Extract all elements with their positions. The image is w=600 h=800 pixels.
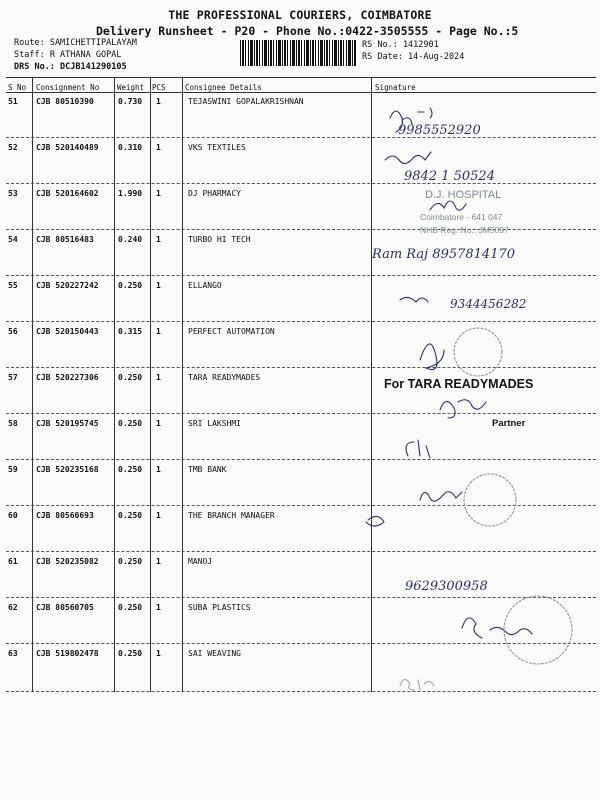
- table-row: [6, 599, 596, 645]
- row-consignment: CJB 80560705: [36, 603, 94, 612]
- row-weight: 0.250: [118, 649, 143, 658]
- table-row: [6, 369, 596, 415]
- table-row: [6, 231, 596, 277]
- route-label: Route: SAMICHETTIPALAYAM: [14, 38, 137, 48]
- table-row: [6, 93, 596, 139]
- table-row: [6, 139, 596, 185]
- row-sno: 59: [8, 465, 18, 474]
- row-consignment: CJB 80516483: [36, 235, 94, 244]
- row-divider: [6, 643, 596, 644]
- col-header-signature: Signature: [375, 83, 416, 92]
- table-row: [6, 507, 596, 553]
- row-consignment: CJB 520227306: [36, 373, 99, 382]
- row-divider: [6, 459, 596, 460]
- row-consignee: TMB BANK: [188, 465, 227, 474]
- row-sno: 52: [8, 143, 18, 152]
- stamp-name: D.J. HOSPITAL: [425, 189, 502, 201]
- row-consignment: CJB 520235168: [36, 465, 99, 474]
- row-consignee: ELLANGO: [188, 281, 222, 290]
- row-sno: 61: [8, 557, 18, 566]
- company-name: THE PROFESSIONAL COURIERS, COIMBATORE: [168, 8, 432, 22]
- rs-date: RS Date: 14-Aug-2024: [362, 52, 465, 62]
- signature-phone: 9344456282: [450, 297, 527, 311]
- row-sno: 60: [8, 511, 18, 520]
- row-pcs: 1: [156, 465, 161, 474]
- row-sno: 58: [8, 419, 18, 428]
- row-pcs: 1: [156, 189, 161, 198]
- row-consignee: TEJASWINI GOPALAKRISHNAN: [188, 97, 304, 106]
- col-header-pcs: PCS: [152, 83, 166, 92]
- row-consignee: PERFECT AUTOMATION: [188, 327, 275, 336]
- row-consignment: CJB 520227242: [36, 281, 99, 290]
- row-divider: [6, 367, 596, 368]
- table-row: [6, 323, 596, 369]
- row-sno: 54: [8, 235, 18, 244]
- row-sno: 53: [8, 189, 18, 198]
- row-divider: [6, 321, 596, 322]
- col-header-sno: S No: [8, 83, 27, 92]
- row-pcs: 1: [156, 373, 161, 382]
- row-sno: 57: [8, 373, 18, 382]
- row-divider: [6, 691, 596, 692]
- row-weight: 0.250: [118, 557, 143, 566]
- row-weight: 0.240: [118, 235, 143, 244]
- col-header-consignment: Consignment No: [36, 83, 100, 92]
- row-weight: 0.250: [118, 419, 143, 428]
- table-top-border: [6, 77, 596, 78]
- row-weight: 0.250: [118, 511, 143, 520]
- row-divider: [6, 551, 596, 552]
- rs-number: RS No.: 1412901: [362, 40, 439, 50]
- row-consignment: CJB 80560693: [36, 511, 94, 520]
- staff-label: Staff: R ATHANA GOPAL: [14, 50, 122, 60]
- row-weight: 0.730: [118, 97, 143, 106]
- signature-phone: 9842 1 50524: [404, 169, 495, 184]
- row-pcs: 1: [156, 419, 161, 428]
- row-consignee: TURBO HI TECH: [188, 235, 251, 244]
- table-row: [6, 553, 596, 599]
- row-pcs: 1: [156, 97, 161, 106]
- stamp-reg: NHB Reg. No.: JM5097: [420, 225, 509, 235]
- row-pcs: 1: [156, 143, 161, 152]
- table-row: [6, 277, 596, 323]
- row-pcs: 1: [156, 649, 161, 658]
- signature-phone: 9629300958: [405, 579, 488, 594]
- row-divider: [6, 413, 596, 414]
- row-consignee: MANOJ: [188, 557, 213, 566]
- table-row: [6, 415, 596, 461]
- row-consignee: DJ PHARMACY: [188, 189, 241, 198]
- row-divider: [6, 229, 596, 230]
- stamp-city: Coimbatore - 641 047: [420, 212, 503, 222]
- row-sno: 62: [8, 603, 18, 612]
- drs-number: DRS No.: DCJB141290105: [14, 62, 127, 72]
- row-consignment: CJB 520195745: [36, 419, 99, 428]
- row-pcs: 1: [156, 235, 161, 244]
- stamp-company: For TARA READYMADES: [384, 377, 534, 391]
- runsheet-title: Delivery Runsheet - P20 - Phone No.:0422-3505555 - Page No.:5: [96, 24, 519, 38]
- row-weight: 0.250: [118, 281, 143, 290]
- row-consignment: CJB 520140489: [36, 143, 99, 152]
- row-divider: [6, 505, 596, 506]
- table-row: [6, 645, 596, 691]
- row-consignment: CJB 520150443: [36, 327, 99, 336]
- row-consignment: CJB 520164602: [36, 189, 99, 198]
- table-row: [6, 461, 596, 507]
- row-divider: [6, 137, 596, 138]
- row-consignment: CJB 520235082: [36, 557, 99, 566]
- row-sno: 51: [8, 97, 18, 106]
- barcode: [240, 40, 356, 66]
- row-weight: 1.990: [118, 189, 143, 198]
- signature-name-phone: Ram Raj 8957814170: [372, 247, 516, 262]
- signature-phone: 9985552920: [398, 123, 481, 138]
- row-sno: 63: [8, 649, 18, 658]
- row-pcs: 1: [156, 603, 161, 612]
- row-divider: [6, 597, 596, 598]
- stamp-partner: Partner: [492, 418, 526, 429]
- row-pcs: 1: [156, 281, 161, 290]
- row-pcs: 1: [156, 327, 161, 336]
- row-weight: 0.250: [118, 603, 143, 612]
- row-divider: [6, 275, 596, 276]
- row-consignment: CJB 519802478: [36, 649, 99, 658]
- row-pcs: 1: [156, 511, 161, 520]
- row-consignee: THE BRANCH MANAGER: [188, 511, 275, 520]
- row-consignee: VKS TEXTILES: [188, 143, 246, 152]
- col-header-weight: Weight: [117, 83, 145, 92]
- row-weight: 0.250: [118, 373, 143, 382]
- row-weight: 0.310: [118, 143, 143, 152]
- row-pcs: 1: [156, 557, 161, 566]
- row-sno: 56: [8, 327, 18, 336]
- row-sno: 55: [8, 281, 18, 290]
- table-row: [6, 185, 596, 231]
- row-weight: 0.250: [118, 465, 143, 474]
- col-header-consignee: Consignee Details: [185, 83, 262, 92]
- row-consignment: CJB 80510390: [36, 97, 94, 106]
- row-divider: [6, 183, 596, 184]
- row-consignee: SAI WEAVING: [188, 649, 241, 658]
- row-consignee: SRI LAKSHMI: [188, 419, 241, 428]
- row-consignee: SUBA PLASTICS: [188, 603, 251, 612]
- row-consignee: TARA READYMADES: [188, 373, 261, 382]
- row-weight: 0.315: [118, 327, 143, 336]
